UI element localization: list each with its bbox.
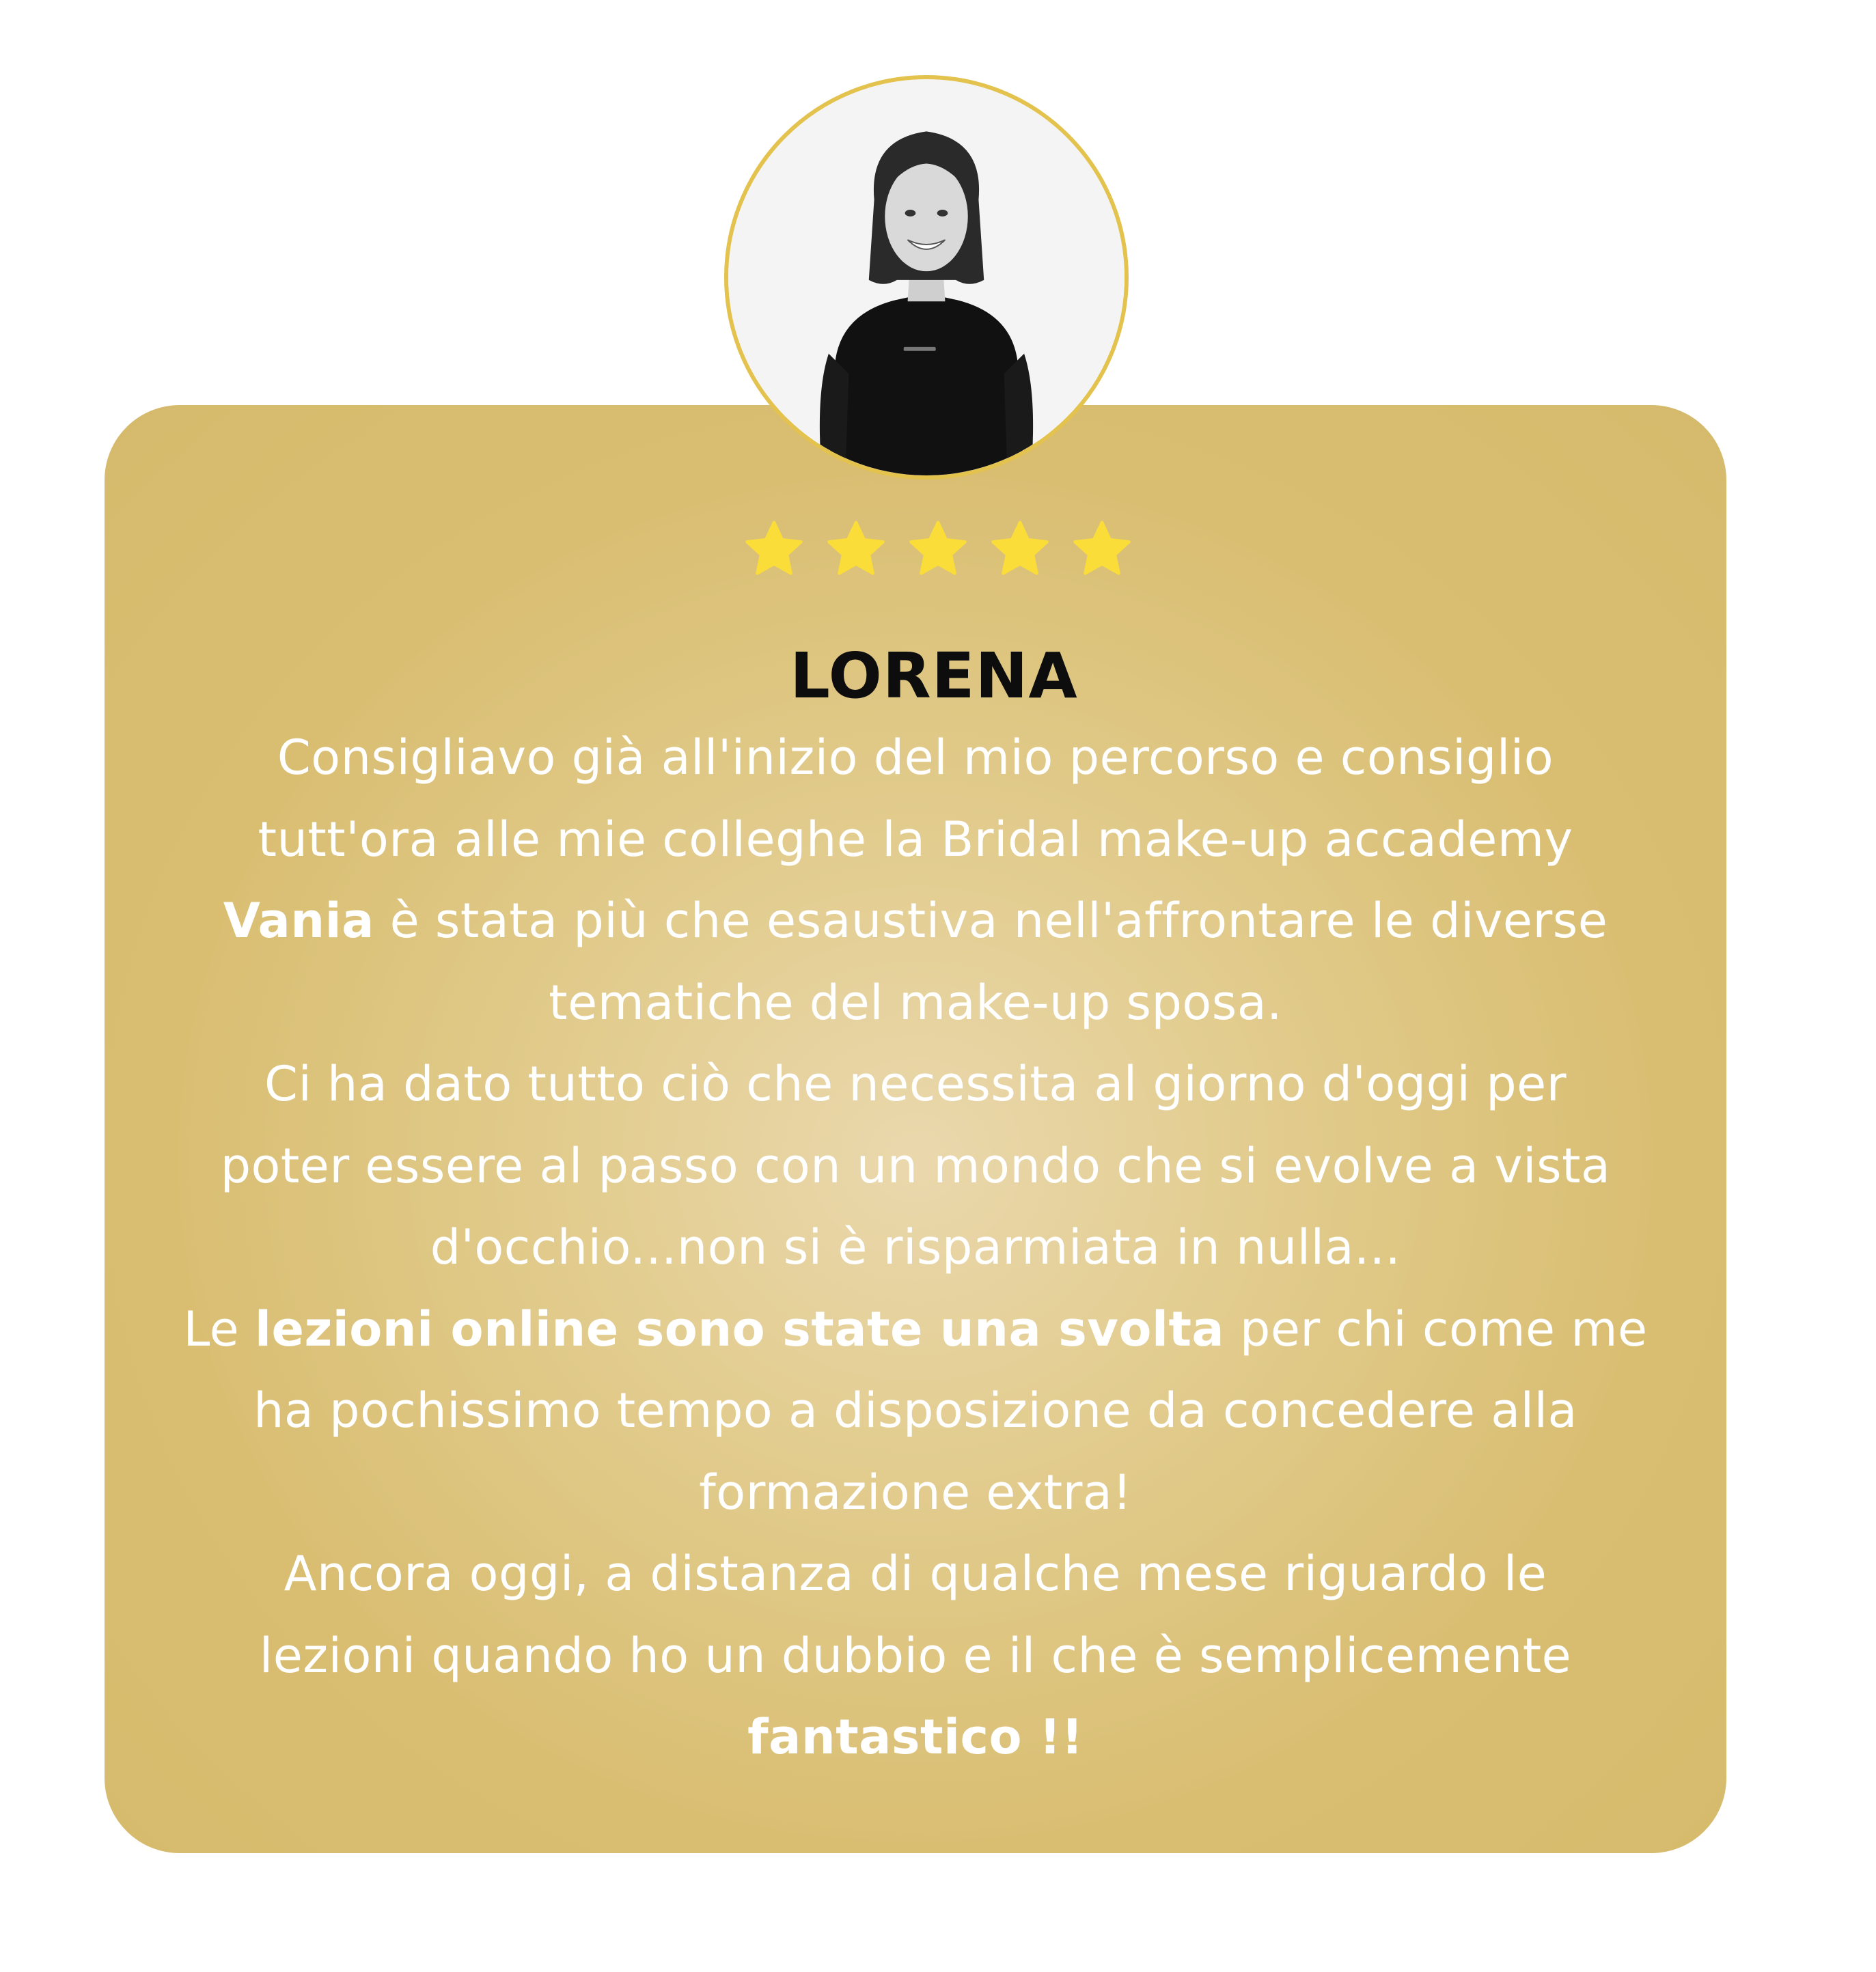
review-line [137,962,1694,1044]
review-segment: Ancora oggi, a distanza di qualche mese riguardo le [284,1546,1547,1602]
star-icon [989,518,1051,581]
review-segment: Consigliavo già all'inizio del mio percorso e consiglio [277,730,1554,786]
review-line [137,1697,1694,1779]
review-line [137,1126,1694,1208]
review-segment: ha pochissimo tempo a disposizione da concedere alla [253,1383,1577,1439]
review-line [137,1452,1694,1534]
review-line [137,717,1694,799]
review-emphasis: Vania [223,893,374,949]
review-line [137,1615,1694,1697]
star-icon [907,518,969,581]
rating-stars [0,518,1876,581]
portrait-photo-icon [728,79,1125,475]
review-line [137,1533,1694,1615]
review-segment: Ci ha dato tutto ciò che necessita al giorno d'oggi per [264,1056,1567,1112]
review-line [137,880,1694,962]
review-segment: è stata più che esaustiva nell'affrontare le diverse [374,893,1608,949]
star-icon [825,518,887,581]
star-icon [1071,518,1133,581]
review-text [105,717,1726,1779]
review-segment: per chi come me [1224,1301,1648,1357]
review-line [137,1044,1694,1126]
avatar [724,75,1129,480]
review-line [137,799,1694,881]
review-line [137,1370,1694,1452]
review-emphasis: lezioni online sono state una svolta [255,1301,1225,1357]
review-segment: formazione extra! [699,1464,1132,1520]
review-segment: d'occhio...non si è risparmiata in nulla... [430,1219,1401,1275]
review-emphasis: fantastico !! [747,1709,1084,1765]
star-icon [743,518,805,581]
review-segment: Le [183,1301,255,1357]
review-line [137,1289,1694,1371]
review-segment: tutt'ora alle mie colleghe la Bridal make-up accademy [258,811,1573,867]
review-line [137,1207,1694,1289]
review-segment: lezioni quando ho un dubbio e il che è semplicemente [259,1627,1572,1684]
review-segment: tematiche del make-up sposa. [549,974,1282,1031]
review-segment: poter essere al passo con un mondo che si evolve a vista [220,1137,1611,1194]
reviewer-name: LORENA [790,639,1078,712]
